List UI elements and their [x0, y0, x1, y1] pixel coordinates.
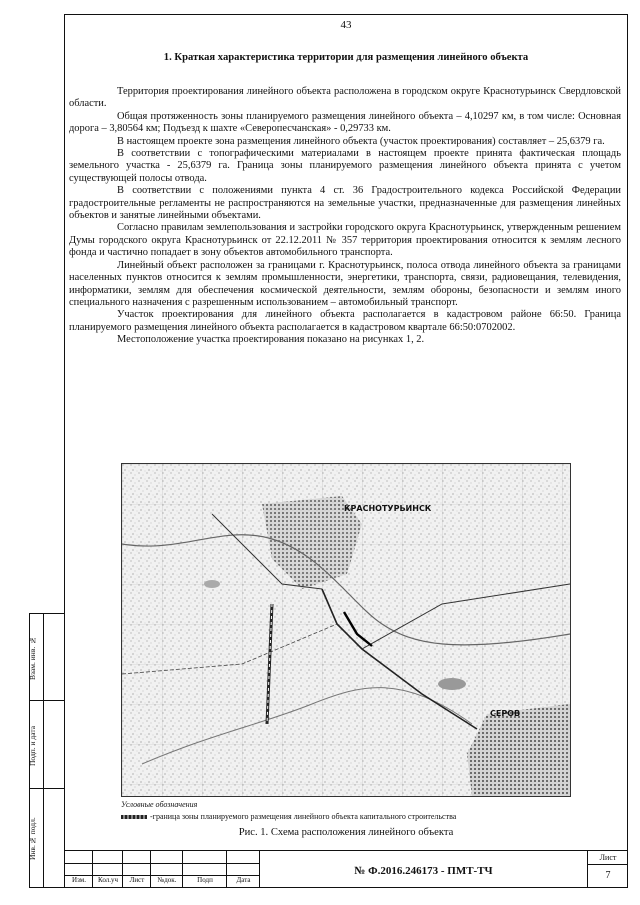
- stamp-col-label: Изм.: [72, 876, 86, 884]
- replace-inventory-label: Взам. инв. №: [28, 635, 37, 681]
- original-inventory-label: Инв.№ подл.: [28, 817, 37, 861]
- page-frame: [64, 14, 628, 888]
- sheet-label: Лист: [599, 853, 617, 862]
- paragraph: Местоположение участка проектирования показано на рисунках 1, 2.: [117, 334, 425, 346]
- boundary-swatch-icon: [121, 815, 147, 819]
- map-label-north: КРАСНОТУРЬИНСК: [344, 504, 432, 513]
- map-graphic: [122, 464, 570, 796]
- figure-caption: Рис. 1. Схема расположения линейного объекта: [238, 827, 454, 838]
- sheet-box: [587, 851, 628, 888]
- sheet-number: 7: [605, 870, 611, 881]
- stamp-labels: [65, 876, 260, 888]
- page-number: 43: [340, 19, 352, 31]
- stamp-col-label: Дата: [236, 876, 251, 884]
- document-number: № Ф.2016.246173 - ПМТ-ТЧ: [354, 865, 493, 877]
- section-heading: 1. Краткая характеристика территории для размещения линейного объекта: [163, 52, 529, 63]
- legend-title: Условные обозначения: [121, 800, 198, 809]
- paragraph: Территория проектирования линейного объекта расположена в городском округе Краснотурьинск Свердловской области.: [69, 86, 621, 110]
- title-block: [65, 850, 627, 888]
- stamp-col-label: Кол.уч: [98, 876, 118, 884]
- map-label-south: СЕРОВ: [490, 709, 521, 718]
- legend-item-label: -граница зоны планируемого размещения линейного объекта капитального строительства: [150, 812, 457, 821]
- body-text: [69, 86, 621, 347]
- legend-item: [121, 812, 456, 821]
- binding-strip-separator: [30, 700, 65, 701]
- binding-strip-separator: [30, 788, 65, 789]
- stamp-col-label: №док.: [157, 876, 177, 884]
- sheet-divider: [588, 864, 628, 865]
- stamp-col-label: Подп: [197, 876, 213, 884]
- paragraph: В настоящем проекте зона размещения линейного объекта (участок проектирования) составляет – 25,6379 га.: [117, 135, 605, 147]
- paragraph: В соответствии с топографическими материалами в настоящем проекте принята фактическая площадь земельного участка - 25,6379 га. Граница зоны планируемого размещения линейного объекта принята с учетом существующей полосы отвода.: [69, 148, 621, 184]
- signature-date-label: Подп. и дата: [28, 725, 37, 767]
- paragraph: Общая протяженность зоны планируемого размещения линейного объекта – 4,10297 км, в том числе: Основная дорога – 3,80564 км; Подъезд к шахте «Северопесчанская» - 0,29733 км.: [69, 110, 621, 135]
- stamp-col-label: Лист: [129, 876, 145, 884]
- paragraph: Участок проектирования для линейного объекта располагается в кадастровом районе 66:50. Граница планируемого размещения линейного объекта располагается в кадастровом квартале 66:50:0702002.: [69, 309, 621, 333]
- binding-strip: [29, 613, 65, 888]
- paragraph: Согласно правилам землепользования и застройки городского округа Краснотурьинск, утвержденным решением Думы городского округа Краснотурьинск от 22.12.2011 № 357 территория проектирования относится к землям лесного фонда и частично попадает в зону объектов автомобильного транспорта.: [69, 222, 621, 259]
- location-map: [121, 463, 571, 797]
- paragraph: В соответствии с положениями пункта 4 ст. 36 Градостроительного кодекса Российской Федерации градостроительные регламенты не распространяются на земельные участки, предназначенные для размещения линейных объектов и занятые линейными объектами.: [69, 185, 621, 222]
- paragraph: Линейный объект расположен за границами г. Краснотурьинск, полоса отвода линейного объекта за границами населенных пунктов относится к землям промышленности, энергетики, транспорта, связи, радиовещания, телевидения, информатики, землям для обеспечения космической деятельности, землям обороны, безопасности и землям иного специального назначения с разрешенным использованием – автомобильный транспорт.: [69, 259, 621, 308]
